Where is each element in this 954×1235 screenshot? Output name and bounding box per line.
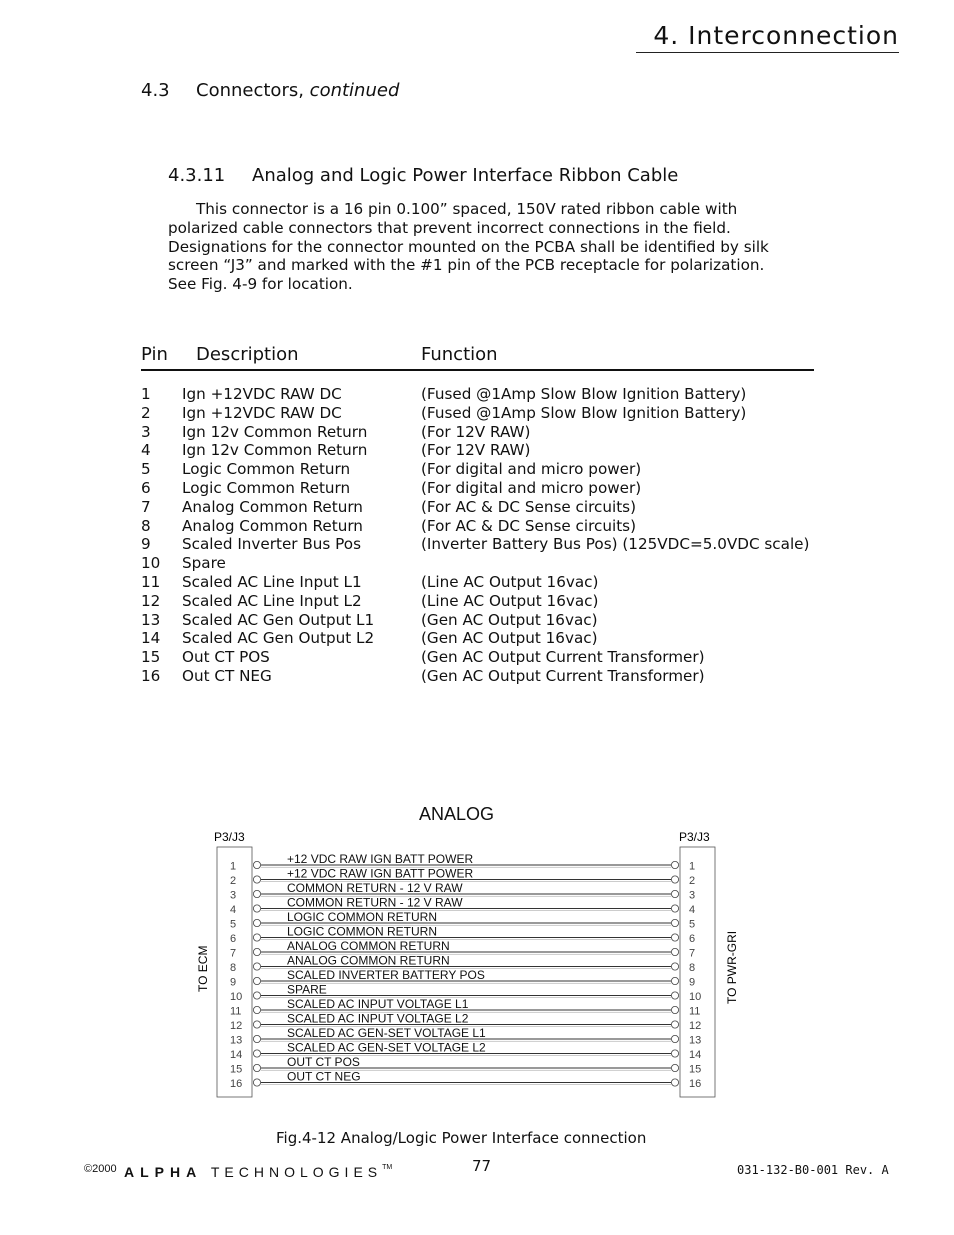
wire-label: ANALOG COMMON RETURN [287,953,450,968]
cell-pin: 16 [141,666,161,685]
cell-description: Ign +12VDC RAW DC [182,385,342,403]
left-pin-number: 8 [230,962,237,974]
cell-function: (For AC & DC Sense circuits) [421,516,636,535]
left-pin-number: 4 [230,904,237,916]
section-number: 4.3 [141,80,170,101]
cell-function: (For digital and micro power) [421,460,642,479]
wire-label: +12 VDC RAW IGN BATT POWER [287,852,474,866]
left-pin-terminal [253,861,260,868]
wire-label: ANALOG COMMON RETURN [287,939,450,953]
cell-function: (Gen AC Output 16vac) [421,629,598,648]
right-pin-terminal [671,861,678,868]
left-pin-number: 15 [230,1063,243,1076]
paragraph-line: screen “J3” and marked with the #1 pin of the PCB receptacle for polarization. [168,256,765,275]
wire-label: OUT CT POS [287,1055,360,1069]
right-pin-terminal [671,948,678,955]
header-function: Function [421,344,498,365]
cell-description: Scaled AC Gen Output L1 [182,610,375,629]
cell-pin: 14 [141,629,161,648]
left-pin-number: 2 [230,875,237,887]
right-pin-number: 15 [689,1063,702,1076]
subsection-number: 4.3.11 [168,165,226,186]
wire-label: SCALED AC INPUT VOLTAGE L1 [287,997,469,1011]
company-logo [124,1164,392,1180]
left-pin-terminal [253,1006,260,1013]
figure-title: ANALOG [419,804,495,824]
paragraph-line: This connector is a 16 pin 0.100” spaced, 150V rated ribbon cable with [196,200,738,218]
right-pin-number: 7 [689,947,696,960]
cell-function: (Line AC Output 16vac) [421,591,599,610]
table-row [141,611,814,630]
right-pin-terminal [671,919,678,926]
cell-pin: 10 [141,554,161,573]
right-pin-terminal [671,876,678,883]
right-pin-number: 3 [689,889,696,902]
left-pin-number: 3 [230,889,237,902]
left-pin-terminal [253,1050,260,1057]
wire-label: SCALED AC GEN-SET VOLTAGE L2 [287,1040,486,1055]
right-pin-terminal [671,1050,678,1057]
right-pin-terminal [671,1021,678,1028]
cell-description: Analog Common Return [182,497,363,516]
page-number: 77 [472,1157,492,1175]
cell-function: (Inverter Battery Bus Pos) (125VDC=5.0VDC scale) [421,535,810,554]
cell-function: (For AC & DC Sense circuits) [421,497,636,516]
cell-pin: 8 [141,516,151,535]
table-row [141,498,814,517]
right-connector-label: P3/J3 [679,830,710,844]
left-pin-terminal [253,934,260,941]
cell-description: Scaled AC Gen Output L2 [182,629,375,648]
right-pin-number: 1 [689,860,696,873]
left-pin-number: 11 [230,1005,242,1018]
right-pin-number: 9 [689,976,696,989]
cell-pin: 13 [141,610,161,629]
cell-description: Scaled AC Line Input L1 [182,572,362,591]
cell-function: (For digital and micro power) [421,478,642,497]
cell-description: Ign +12VDC RAW DC [182,403,342,422]
table-row [141,479,814,498]
left-pin-terminal [253,963,260,970]
left-connector-label: P3/J3 [214,830,245,844]
left-side-label: TO ECM [196,945,210,992]
cell-pin: 2 [141,403,151,422]
section-title: Connectors, [196,80,310,101]
cell-function [421,554,811,573]
table-row [141,404,814,423]
left-pin-number: 13 [230,1034,243,1047]
cell-function: (For 12V RAW) [421,422,531,441]
cell-pin: 6 [141,478,151,497]
table-row [141,554,814,573]
cell-pin: 3 [141,422,151,441]
header-description: Description [196,344,299,365]
left-pin-terminal [253,948,260,955]
cell-description: Logic Common Return [182,478,351,497]
right-side-label: TO PWR-GRI [725,930,739,1004]
right-pin-terminal [671,977,678,984]
cell-description: Ign 12v Common Return [182,422,368,441]
section-heading [141,80,399,101]
left-pin-number: 1 [230,860,237,873]
table-row [141,592,814,611]
left-pin-number: 16 [230,1078,243,1090]
document-number: 031-132-B0-001 Rev. A [737,1163,889,1177]
table-header [141,344,814,371]
table-row [141,629,814,648]
left-pin-terminal [253,890,260,897]
cell-description: Scaled Inverter Bus Pos [182,535,361,554]
table-row [141,423,814,442]
right-pin-terminal [671,992,678,999]
cell-pin: 11 [141,572,161,591]
section-title-italic: continued [309,80,400,101]
right-pin-terminal [671,890,678,897]
paragraph-line: See Fig. 4-9 for location. [168,275,353,294]
figure-caption: Fig.4-12 Analog/Logic Power Interface connection [276,1129,647,1147]
table-row [141,441,814,460]
cell-description: Out CT NEG [182,666,272,685]
right-pin-terminal [671,905,678,912]
right-pin-number: 8 [689,962,696,974]
cell-pin: 9 [141,535,151,554]
right-pin-terminal [671,1079,678,1086]
cell-description: Out CT POS [182,648,270,667]
subsection-heading [168,165,678,186]
right-pin-number: 10 [689,991,702,1003]
right-pin-number: 12 [689,1020,702,1032]
wire-label: SCALED AC INPUT VOLTAGE L2 [287,1011,469,1026]
left-pin-number: 7 [230,947,237,960]
wire-label: SCALED AC GEN-SET VOLTAGE L1 [287,1026,486,1040]
left-pin-number: 5 [230,918,237,931]
right-pin-terminal [671,1035,678,1042]
body-paragraph [168,200,808,294]
left-pin-terminal [253,977,260,984]
right-pin-number: 11 [689,1005,701,1018]
left-pin-terminal [253,1035,260,1042]
cell-description: Spare [182,554,226,573]
wire-label: COMMON RETURN - 12 V RAW [287,881,463,895]
ribbon-cable-diagram [180,826,760,1106]
cell-pin: 5 [141,460,151,479]
right-pin-number: 2 [689,875,696,887]
cell-function: (Fused @1Amp Slow Blow Ignition Battery) [421,385,747,403]
right-pin-terminal [671,963,678,970]
right-pin-number: 16 [689,1078,702,1090]
cell-function: (Fused @1Amp Slow Blow Ignition Battery) [421,403,747,422]
cell-pin: 7 [141,497,151,516]
cell-function: (Gen AC Output 16vac) [421,610,598,629]
wire-label: LOGIC COMMON RETURN [287,924,437,939]
wire-label: SPARE [287,982,327,997]
table-row [141,648,814,667]
cell-function: (Line AC Output 16vac) [421,572,599,591]
right-pin-terminal [671,1064,678,1071]
right-pin-number: 13 [689,1034,702,1047]
logo-tm: TM [382,1164,393,1171]
paragraph-line: polarized cable connectors that prevent incorrect connections in the field. [168,218,731,237]
cell-pin: 12 [141,591,161,610]
cell-function: (For 12V RAW) [421,441,531,460]
pin-table [141,385,814,686]
left-pin-terminal [253,1021,260,1028]
wire-label: +12 VDC RAW IGN BATT POWER [287,866,474,881]
left-pin-number: 9 [230,976,237,989]
cell-description: Scaled AC Line Input L2 [182,591,362,610]
cell-description: Ign 12v Common Return [182,441,368,460]
logo-alpha: ALPHA [124,1164,203,1180]
left-pin-number: 14 [230,1049,243,1061]
table-row [141,517,814,536]
left-pin-number: 10 [230,991,243,1003]
wire-label: LOGIC COMMON RETURN [287,910,437,924]
wire-group [230,852,701,1090]
cell-pin: 15 [141,648,161,667]
subsection-title: Analog and Logic Power Interface Ribbon Cable [252,165,679,186]
wire-label: COMMON RETURN - 12 V RAW [287,895,463,910]
header-pin: Pin [141,344,168,365]
left-pin-terminal [253,1079,260,1086]
table-row [141,385,814,404]
table-row [141,460,814,479]
cell-function: (Gen AC Output Current Transformer) [421,648,705,667]
left-pin-terminal [253,876,260,883]
left-pin-terminal [253,919,260,926]
left-pin-number: 12 [230,1020,243,1032]
wire-label: OUT CT NEG [287,1069,361,1084]
right-pin-terminal [671,1006,678,1013]
chapter-title: 4. Interconnection [636,20,899,53]
wire-label: SCALED INVERTER BATTERY POS [287,968,485,982]
right-pin-number: 5 [689,918,696,931]
left-pin-terminal [253,992,260,999]
left-pin-terminal [253,905,260,912]
table-row [141,667,814,686]
paragraph-line: Designations for the connector mounted on the PCBA shall be identified by silk [168,237,769,256]
left-pin-terminal [253,1064,260,1071]
right-pin-terminal [671,934,678,941]
right-pin-number: 14 [689,1049,702,1061]
left-pin-number: 6 [230,933,237,945]
cell-description: Logic Common Return [182,460,351,479]
right-pin-number: 6 [689,933,696,945]
right-pin-number: 4 [689,904,696,916]
table-row [141,573,814,592]
cell-description: Analog Common Return [182,516,363,535]
cell-pin: 1 [141,385,151,403]
table-row [141,535,814,554]
copyright: ©2000 [84,1163,117,1175]
logo-technologies: TECHNOLOGIES [210,1164,383,1180]
cell-pin: 4 [141,441,151,460]
cell-function: (Gen AC Output Current Transformer) [421,666,705,685]
